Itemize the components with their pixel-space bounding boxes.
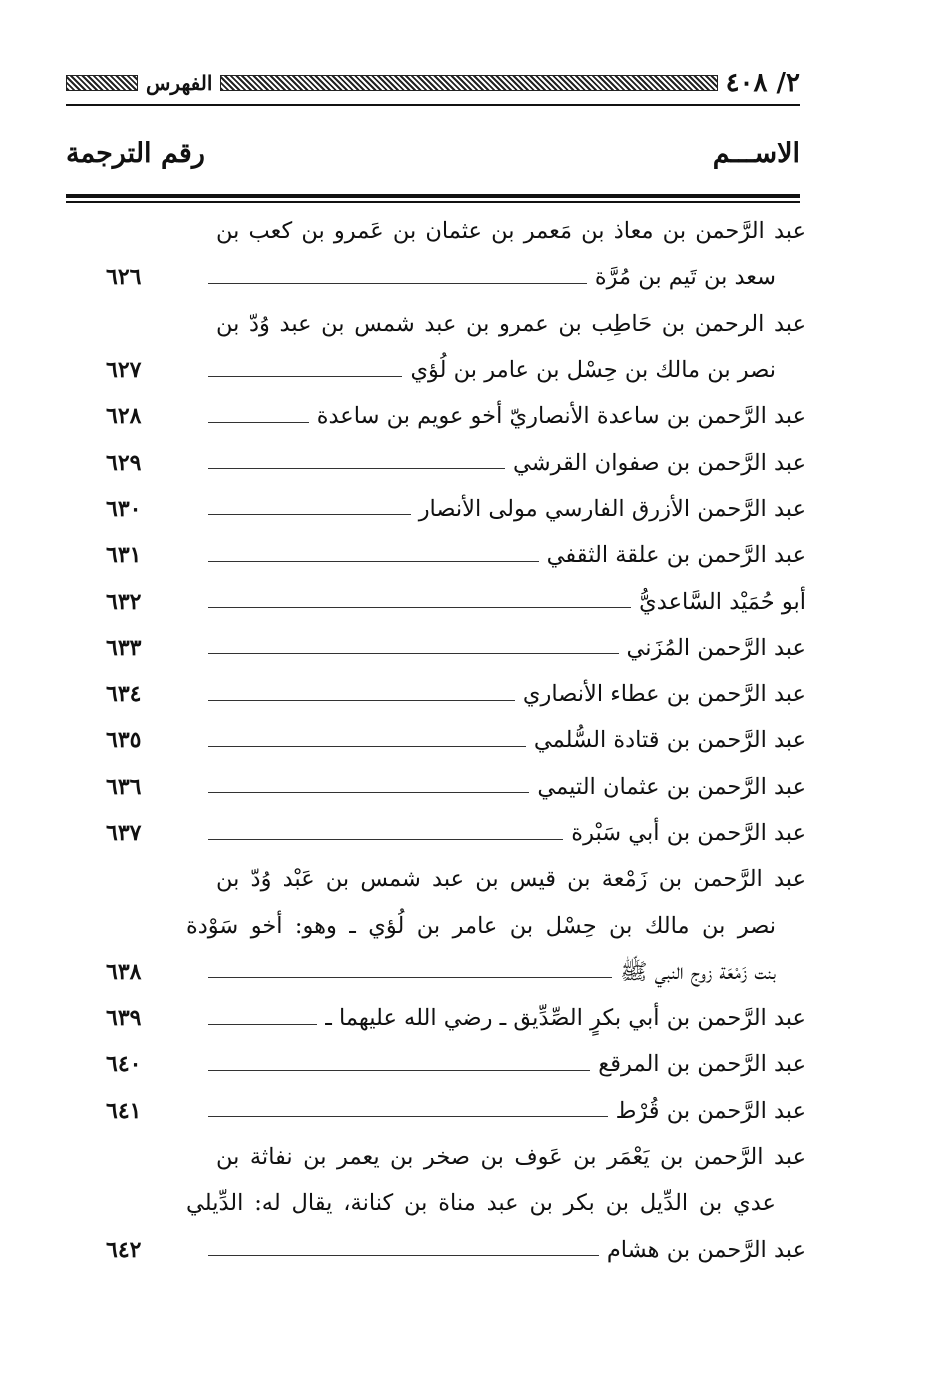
header-ornament-end (66, 75, 138, 91)
leader-line (208, 1255, 599, 1256)
leader-line (208, 468, 505, 469)
index-entry-line (66, 764, 806, 810)
entry-text: عبد الرَّحمن بن قُرْط (615, 1097, 806, 1124)
entry-number: ٦٤١ (106, 1097, 142, 1124)
entry-text: عبد الرَّحمن الأزرق الفارسي مولى الأنصار (418, 495, 806, 522)
section-title: الفهرس (146, 71, 213, 95)
entry-number: ٦٣٥ (106, 727, 142, 754)
column-headings (66, 138, 800, 169)
index-entry-line (66, 301, 806, 347)
index-entry-line (66, 995, 806, 1041)
leader-line (208, 607, 631, 608)
leader-line (208, 1024, 317, 1025)
entry-text: عبد الرَّحمن المُزَني (626, 634, 806, 661)
entry-text: عبد الرَّحمن بن زَمْعة بن قيس بن عبد شمس بن عَبْد وُدّ بن (216, 866, 806, 893)
leader-line (208, 422, 309, 423)
index-entry-line (66, 902, 806, 948)
index-entry-line (66, 393, 806, 439)
header-rule (66, 104, 800, 106)
index-entry-line (66, 1134, 806, 1180)
entry-number: ٦٣١ (106, 542, 142, 569)
entry-number: ٦٣٠ (106, 495, 142, 522)
leader-line (208, 977, 612, 978)
entry-number: ٦٣٣ (106, 634, 142, 661)
index-entry-line (66, 1088, 806, 1134)
index-entry-line (66, 810, 806, 856)
entry-text: نصر بن مالك بن حِسْل بن عامر بن لُؤي (410, 357, 776, 384)
entry-text: أبو حُمَيْد السَّاعديُّ (639, 588, 806, 615)
leader-line (208, 1070, 590, 1071)
entry-number: ٦٢٩ (106, 449, 142, 476)
index-entry-line (66, 1227, 806, 1273)
index-entry-line (66, 671, 806, 717)
leader-line (208, 376, 402, 377)
heading-rule (66, 194, 800, 203)
name-column-heading: الاســـم (712, 138, 800, 169)
leader-line (208, 561, 539, 562)
index-entry-line (66, 1180, 806, 1226)
number-column-heading: رقم الترجمة (66, 138, 205, 169)
entry-number: ٦٤٠ (106, 1051, 142, 1078)
entry-text: عبد الرَّحمن بن معاذ بن مَعمر بن عثمان بن عَمرو بن كعب بن (216, 218, 806, 245)
index-entry-line (66, 717, 806, 763)
entry-number: ٦٢٦ (106, 264, 142, 291)
entry-text: عبد الرَّحمن بن ساعدة الأنصاريّ أخو عويم بن ساعدة (316, 403, 806, 430)
entry-number: ٦٤٢ (106, 1236, 142, 1263)
index-entry-line (66, 625, 806, 671)
index-entries (66, 208, 806, 1273)
entry-text: عبد الرَّحمن بن عطاء الأنصاري (522, 681, 806, 708)
index-entry-line (66, 856, 806, 902)
entry-text: عدي بن الدِّيل بن بكر بن عبد مناة بن كنانة، يقال له: الدِّيلي (186, 1190, 776, 1217)
index-entry-line (66, 208, 806, 254)
leader-line (208, 700, 515, 701)
leader-line (208, 653, 619, 654)
index-entry-line (66, 347, 806, 393)
entry-number: ٦٣٤ (106, 681, 142, 708)
running-header (66, 66, 800, 100)
index-entry-line (66, 578, 806, 624)
entry-number: ٦٣٧ (106, 820, 142, 846)
index-entry-line (66, 254, 806, 300)
leader-line (208, 283, 587, 284)
header-ornament (220, 75, 717, 91)
entry-number: ٦٢٧ (106, 357, 142, 384)
entry-text: عبد الرَّحمن بن أبي بكرٍ الصِّدِّيق ـ رضي الله عليهما ـ (325, 1005, 806, 1032)
entry-number: ٦٣٢ (106, 588, 142, 615)
leader-line (208, 839, 563, 840)
index-entry-line (66, 949, 806, 995)
entry-number: ٦٢٨ (106, 403, 142, 430)
entry-text: نصر بن مالك بن حِسْل بن عامر بن لُؤي ـ وهو: أخو سَوْدة (186, 912, 776, 939)
entry-text: عبد الرَّحمن بن عثمان التيمي (537, 773, 806, 800)
entry-number: ٦٣٨ (106, 958, 142, 985)
entry-text: عبد الرحمن بن حَاطِب بن عمرو بن عبد شمس بن عبد وُدّ بن (216, 310, 806, 337)
leader-line (208, 746, 526, 747)
entry-number: ٦٣٩ (106, 1005, 142, 1032)
leader-line (208, 514, 411, 515)
entry-text: عبد الرَّحمن بن أبي سَبْرة (571, 820, 806, 846)
leader-line (208, 1116, 608, 1117)
index-entry-line (66, 439, 806, 485)
page-number: ٢/ ٤٠٨ (725, 68, 800, 98)
entry-text: عبد الرَّحمن بن قتادة السُّلمي (533, 727, 806, 754)
entry-text: عبد الرَّحمن بن يَعْمَر بن عَوف بن صخر بن يعمر بن نفاثة بن (216, 1144, 806, 1171)
entry-text: عبد الرَّحمن بن المرقع (598, 1051, 806, 1078)
entry-text: عبد الرَّحمن بن هشام (606, 1236, 806, 1263)
entry-text: عبد الرَّحمن بن صفوان القرشي (513, 449, 806, 476)
index-entry-line (66, 1041, 806, 1087)
index-entry-line (66, 532, 806, 578)
entry-text: بنت زَمْعَة زوج النبي ﷺ (620, 958, 776, 985)
leader-line (208, 792, 529, 793)
entry-text: سعد بن تَيم بن مُرَّة (594, 264, 776, 291)
entry-number: ٦٣٦ (106, 773, 142, 800)
entry-text: عبد الرَّحمن بن علقة الثقفي (546, 542, 806, 569)
index-entry-line (66, 486, 806, 532)
